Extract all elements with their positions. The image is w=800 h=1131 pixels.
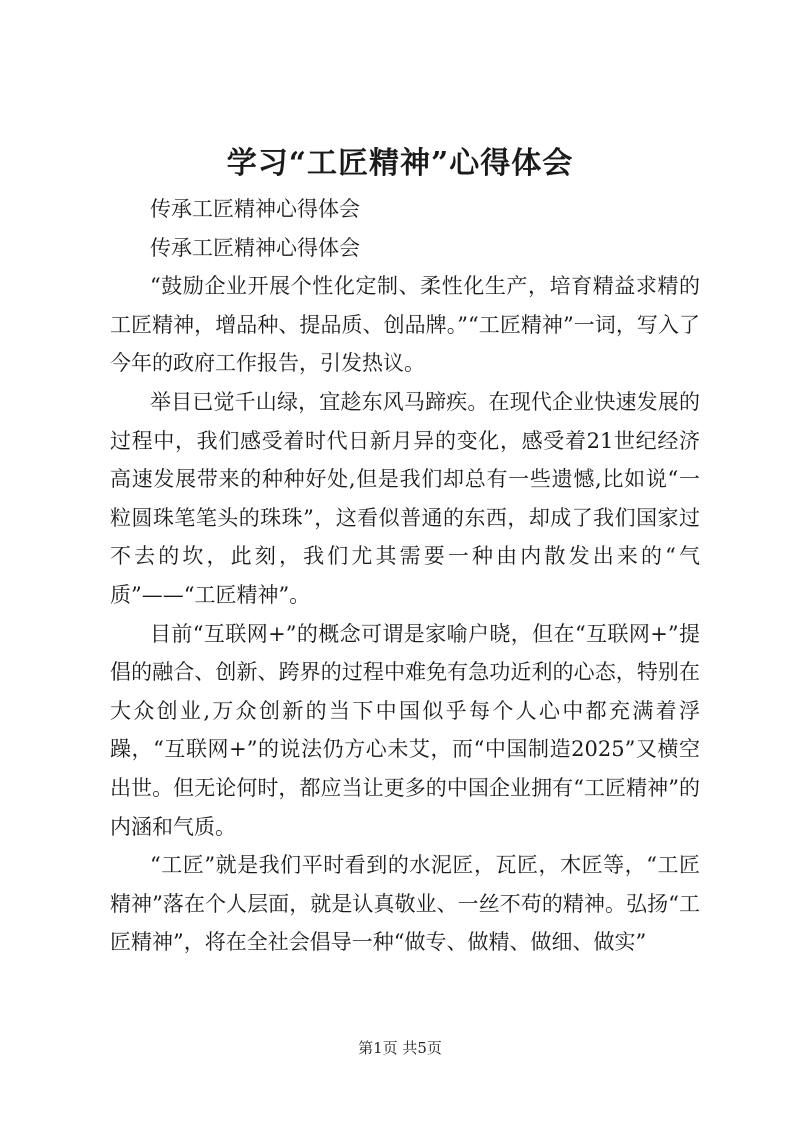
paragraph-development: 举目已觉千山绿，宜趁东风马蹄疾。在现代企业快速发展的过程中，我们感受着时代日新月异的变化，感受着21世纪经济高速发展带来的种种好处,但是我们却总有一些遗憾,比如说“一粒圆珠笔笔头的珠珠”，这看似普通的东西，却成了我们国家过不去的坎，此刻，我们尤其需要一种由内散发出来的“气质”——“工匠精神”。: [110, 389, 700, 607]
paragraph-subtitle-2: 传承工匠精神心得体会: [150, 235, 360, 260]
paragraph-subtitle-1: 传承工匠精神心得体会: [150, 197, 360, 221]
paragraph-internet-plus: 目前“互联网+”的概念可谓是家喻户晓，但在“互联网+”提倡的融合、创新、跨界的过程中难免有急功近利的心态，特别在大众创业,万众创新的当下中国似乎每个人心中都充满着浮躁，“互联网+”的说法仍方心未艾，而“中国制造2025”又横空出世。但无论何时，都应当让更多的中国企业拥有“工匠精神”的内涵和气质。: [110, 621, 700, 839]
page-number-footer: 第1页 共5页: [358, 1039, 442, 1057]
paragraph-craftsman: “工匠”就是我们平时看到的水泥匠，瓦匠，木匠等，“工匠精神”落在个人层面，就是认真敬业、一丝不苟的精神。弘扬“工匠精神”，将在全社会倡导一种“做专、做精、做细、做实”: [110, 853, 700, 955]
document-title: 学习“工匠精神”心得体会: [226, 146, 574, 181]
document-body: [110, 190, 700, 962]
paragraph-policy-quote: “鼓励企业开展个性化定制、柔性化生产，培育精益求精的工匠精神，增品种、提品质、创品牌。”“工匠精神”一词，写入了今年的政府工作报告，引发热议。: [110, 274, 700, 376]
